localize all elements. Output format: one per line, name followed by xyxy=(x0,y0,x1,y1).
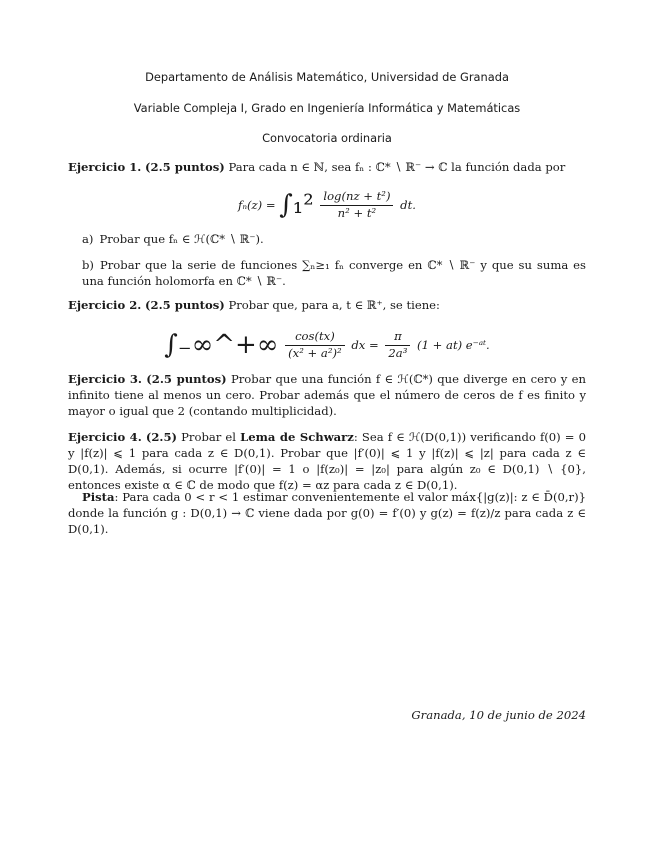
exercise-4-hint xyxy=(68,490,586,538)
integrand-numerator: log(nz + t²) xyxy=(320,189,393,206)
exam-page xyxy=(68,0,586,848)
exercise-1-title: Ejercicio 1. xyxy=(68,160,142,174)
fraction-1-numerator: cos(tx) xyxy=(285,329,345,346)
fraction-1-denominator: (x² + a²)² xyxy=(288,346,342,361)
exercise-4-title: Ejercicio 4. xyxy=(68,430,142,444)
exercise-4 xyxy=(68,430,586,494)
item-a-label: a) xyxy=(82,232,94,246)
formula-tail: dt. xyxy=(400,197,416,212)
exercise-2-formula xyxy=(68,328,586,364)
integrand-fraction xyxy=(320,189,393,222)
exercise-2 xyxy=(68,298,586,314)
exercise-3 xyxy=(68,372,586,420)
exercise-2-points: (2.5 puntos) xyxy=(145,298,225,312)
fraction-1 xyxy=(285,329,345,362)
item-a-text: Probar que fₙ ∈ ℋ(ℂ* ∖ ℝ⁻). xyxy=(99,232,264,246)
formula-tail-2: (1 + at) e⁻ᵃᵗ. xyxy=(417,337,490,352)
hint-label: Pista xyxy=(82,490,115,504)
exercise-1 xyxy=(68,160,586,176)
exam-date: Granada, 10 de junio de 2024 xyxy=(411,708,586,722)
department-title: Departamento de Análisis Matemático, Universidad de Granada xyxy=(145,70,509,84)
fraction-2-numerator: π xyxy=(385,329,410,346)
exercise-2-title: Ejercicio 2. xyxy=(68,298,142,312)
hint-text: : Para cada 0 < r < 1 estimar convenientemente el valor máx{|g(z)|: z ∈ D̄(0,r)} donde la función g : D(0,1) → ℂ viene dada por g(0) = f′(0) y g(z) = f(z)/z para cada z ∈ D(0,1). xyxy=(68,490,586,536)
exercise-4-text: : Sea f ∈ ℋ(D(0,1)) verificando f(0) = 0 y |f(z)| ⩽ 1 para cada z ∈ D(0,1). Probar que |f′(0)| ⩽ 1 y |f(z)| ⩽ |z| para cada z ∈ D(0,1). Además, si ocurre |f′(0)| = 1 o |f(z₀)| = |z₀| para algún z₀ ∈ D(0,1) ∖ {0}, entonces existe α ∈ ℂ de modo que f(z) = αz para cada z ∈ D(0,1). xyxy=(68,430,586,492)
formula-lhs: fₙ(z) = xyxy=(238,197,276,212)
exercise-1-points: (2.5 puntos) xyxy=(145,160,225,174)
integral-symbol-2: ∫₋∞^+∞ xyxy=(164,330,279,360)
exercise-1-formula xyxy=(68,188,586,224)
fraction-2 xyxy=(385,329,410,362)
exercise-3-text: Probar que una función f ∈ ℋ(ℂ*) que diverge en cero y en infinito tiene al menos un cero. Probar además que el número de ceros de f es finito y mayor o igual que 2 (contando multiplicidad). xyxy=(68,372,586,418)
exercise-1-text: Para cada n ∈ ℕ, sea fₙ : ℂ* ∖ ℝ⁻ → ℂ la función dada por xyxy=(228,160,566,174)
formula-mid: dx = xyxy=(351,337,379,352)
exercise-3-points: (2.5 puntos) xyxy=(146,372,227,386)
exercise-1-item-b xyxy=(82,258,586,290)
exercise-1-item-a xyxy=(82,232,586,248)
exercise-2-text: Probar que, para a, t ∈ ℝ⁺, se tiene: xyxy=(228,298,440,312)
item-b-text: Probar que la serie de funciones ∑ₙ≥₁ fₙ converge en ℂ* ∖ ℝ⁻ y que su suma es una función holomorfa en ℂ* ∖ ℝ⁻. xyxy=(82,258,586,288)
integral-symbol: ∫₁² xyxy=(279,190,314,220)
course-title: Variable Compleja I, Grado en Ingeniería Informática y Matemáticas xyxy=(133,101,521,115)
exercise-4-pre: Probar el xyxy=(181,430,237,444)
exam-session: Convocatoria ordinaria xyxy=(262,131,392,145)
item-b-label: b) xyxy=(82,258,94,272)
integrand-denominator: n² + t² xyxy=(337,206,377,221)
exercise-4-points: (2.5) xyxy=(145,430,178,444)
fraction-2-denominator: 2a³ xyxy=(388,346,408,361)
lemma-name: Lema de Schwarz xyxy=(240,430,354,444)
exercise-3-title: Ejercicio 3. xyxy=(68,372,142,386)
